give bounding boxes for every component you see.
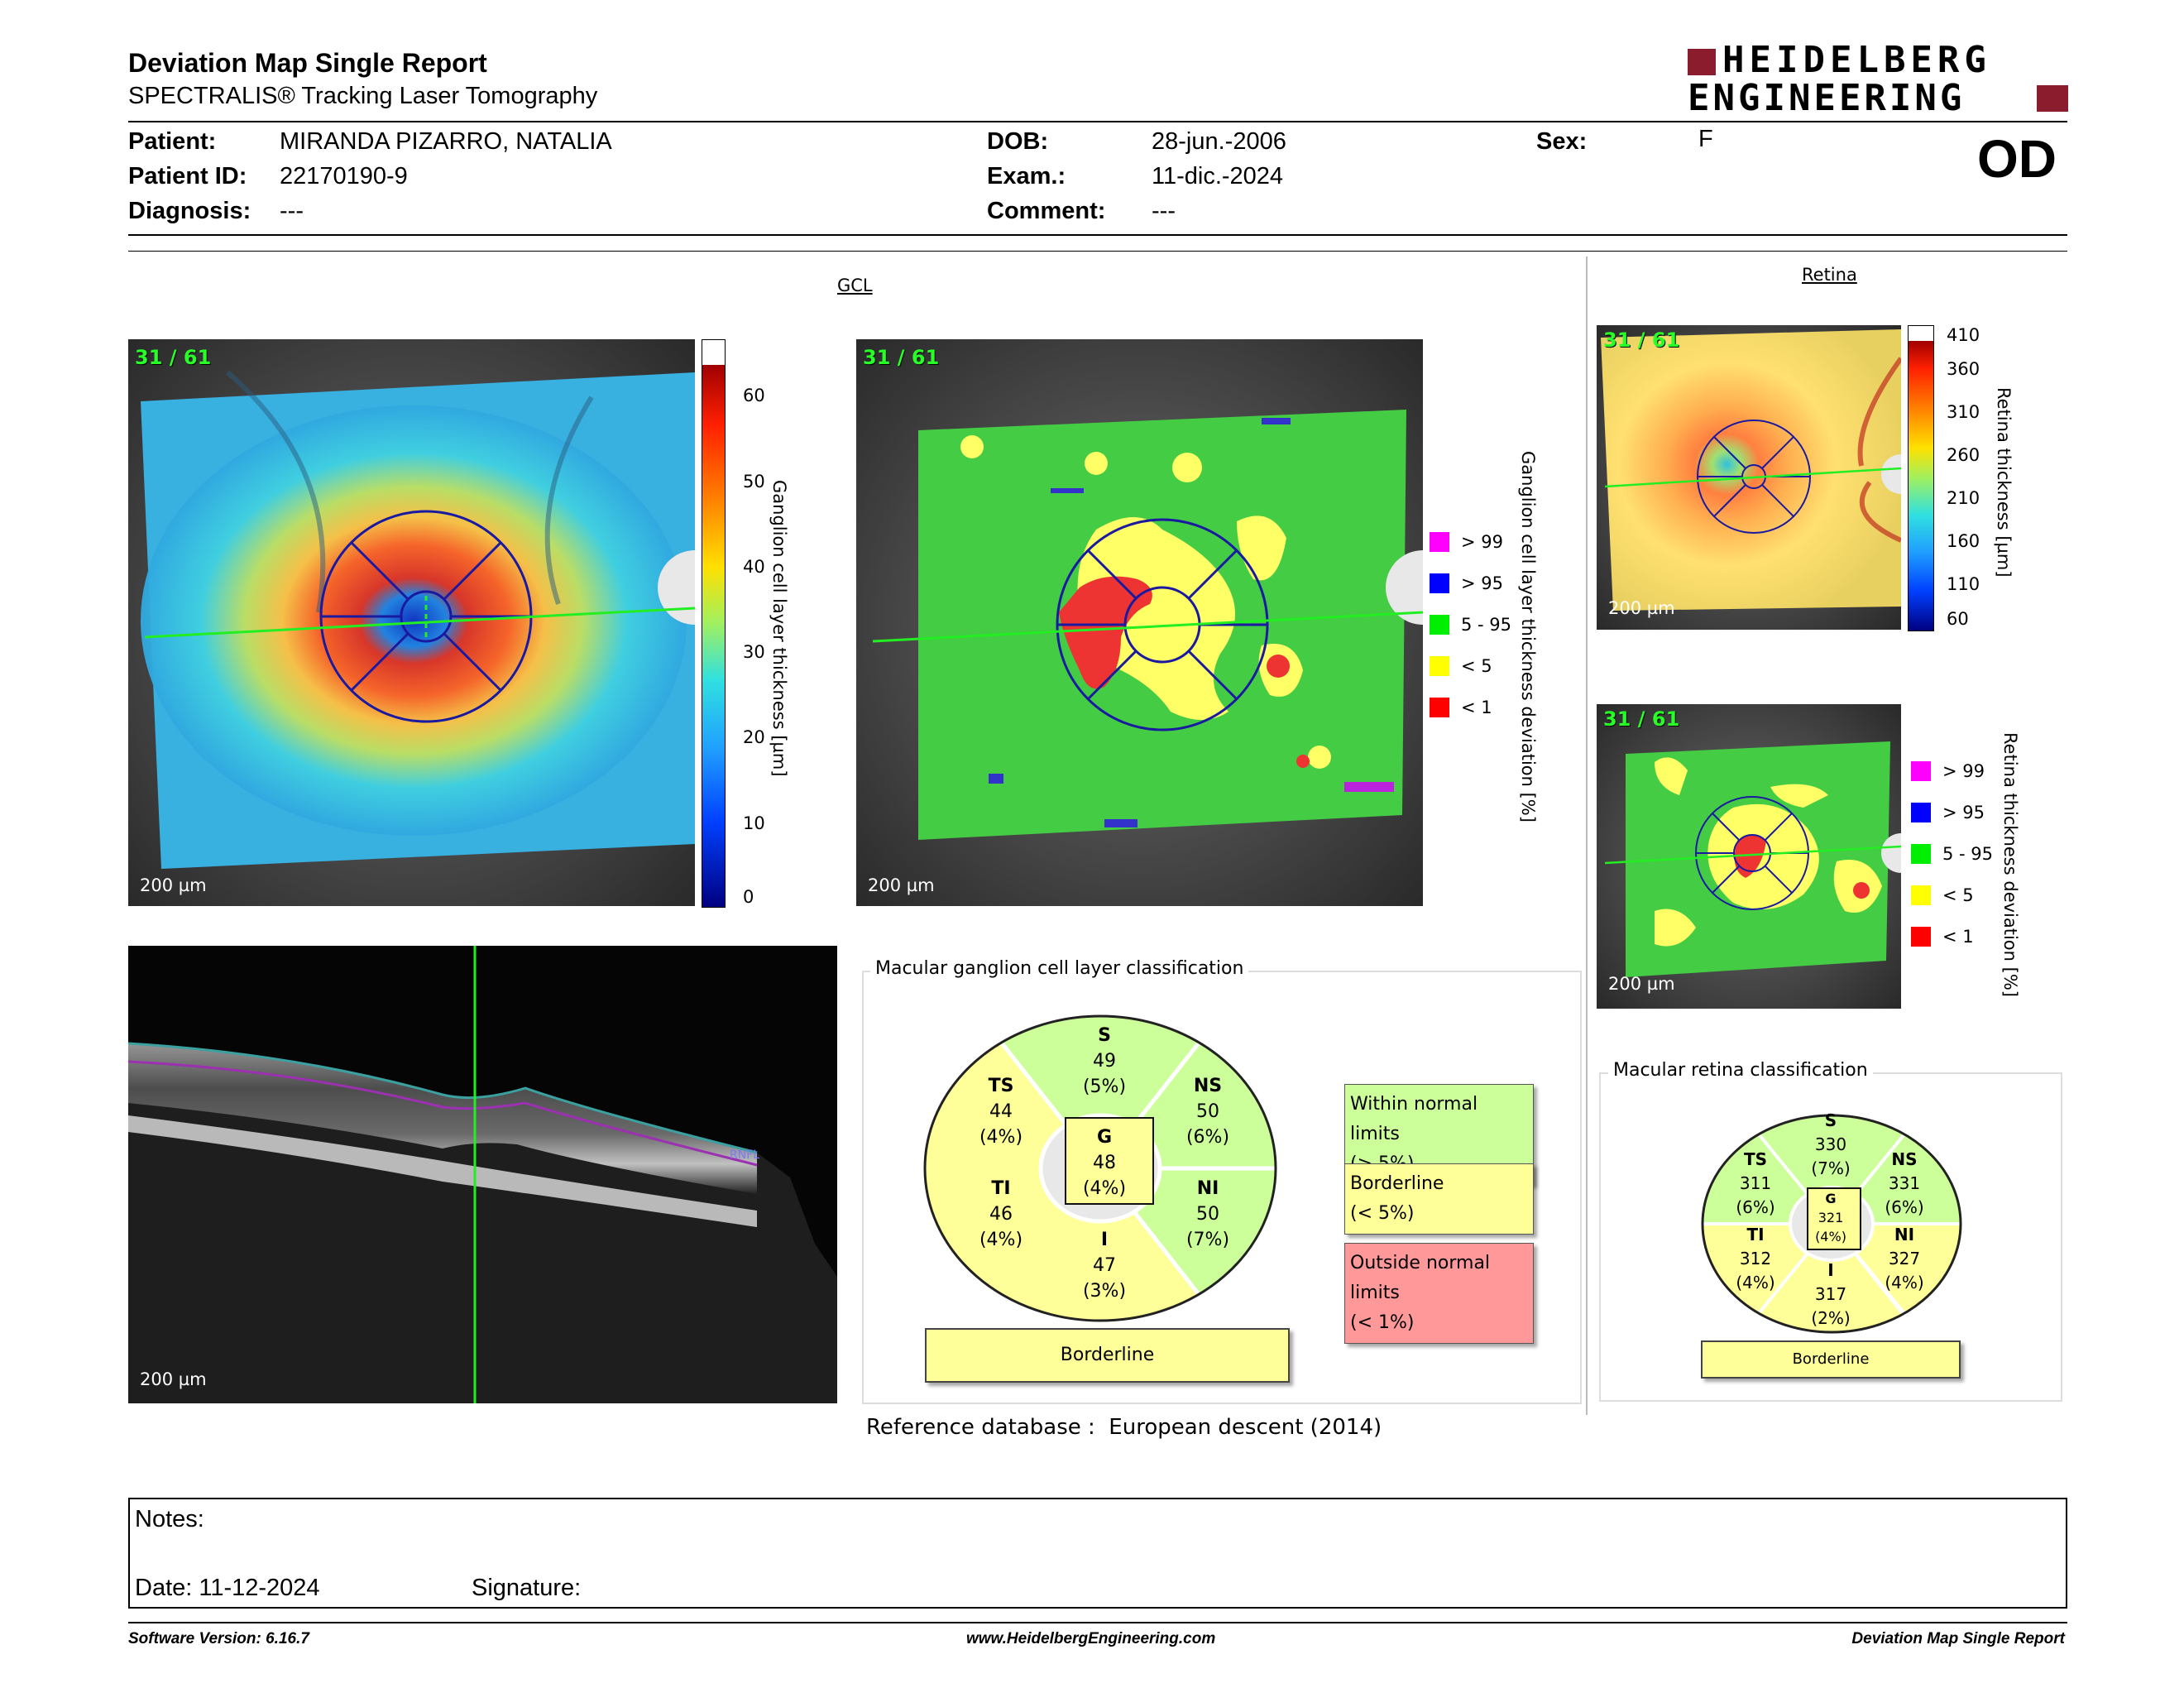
dob-label: DOB:: [987, 128, 1049, 155]
sector-TS: TS 44 (4%): [979, 1076, 1023, 1148]
colorbar-tick: 110: [1947, 574, 1980, 594]
sex-value: F: [1698, 126, 1713, 152]
heidelberg-logo: [1688, 39, 2068, 119]
sector-G: G 48 (4%): [1082, 1127, 1127, 1199]
colorbar-tick: 30: [743, 642, 765, 662]
patient-name: MIRANDA PIZARRO, NATALIA: [280, 128, 612, 155]
sector-NS: NS 50 (6%): [1185, 1076, 1230, 1148]
colorbar-tick: 160: [1947, 531, 1980, 551]
legend-item: > 95: [1430, 573, 1503, 593]
patient-id-label: Patient ID:: [128, 163, 247, 189]
legend-swatch: [1430, 615, 1449, 635]
frame-counter: 31 / 61: [135, 346, 212, 369]
legend-item: > 95: [1911, 803, 1985, 822]
eye-indicator: OD: [1977, 129, 2057, 189]
colorbar-tick: 50: [743, 472, 765, 492]
gcl-section-title: GCL: [837, 276, 873, 295]
key-borderline: Borderline (< 5%): [1344, 1163, 1534, 1235]
scale-bar: 200 µm: [1608, 598, 1675, 618]
oct-bscan: [128, 946, 837, 1403]
scale-bar: 200 µm: [868, 875, 935, 895]
legend-item: < 5: [1911, 885, 1974, 905]
sector-I: I 47 (3%): [1082, 1230, 1127, 1302]
layer-tag: RNFL: [730, 1149, 760, 1162]
exam-value: 11-dic.-2024: [1152, 163, 1284, 189]
comment-label: Comment:: [987, 198, 1106, 224]
signature-label: Signature:: [472, 1575, 582, 1601]
website-link[interactable]: www.HeidelbergEngineering.com: [966, 1630, 1216, 1647]
scale-bar: 200 µm: [140, 875, 207, 895]
report-name: Deviation Map Single Report: [1851, 1630, 2065, 1647]
sector-TS: TS 311 (6%): [1736, 1149, 1775, 1217]
gcl-colorbar: [702, 339, 726, 908]
patient-id: 22170190-9: [280, 163, 408, 189]
reference-database: Reference database : European descent (2014): [866, 1415, 1382, 1440]
retina-colorbar: [1908, 325, 1934, 631]
logo-line1: HEIDELBERG: [1722, 39, 1991, 81]
scale-bar: 200 µm: [1608, 974, 1675, 994]
legend-swatch: [1911, 844, 1931, 864]
date-label: Date: 11-12-2024: [135, 1575, 320, 1601]
gcl-deviation-map: [856, 339, 1423, 906]
legend-swatch: [1430, 698, 1449, 717]
diagnosis-label: Diagnosis:: [128, 198, 251, 224]
sector-S: S 49 (5%): [1082, 1025, 1127, 1097]
legend-swatch: [1911, 885, 1931, 905]
report-title: Deviation Map Single Report: [128, 48, 487, 78]
colorbar-tick: 60: [1947, 609, 1969, 629]
legend-item: < 1: [1911, 927, 1974, 947]
legend-swatch: [1430, 532, 1449, 552]
retina-verdict-box: Borderline: [1701, 1340, 1961, 1379]
scale-bar: 200 µm: [140, 1369, 207, 1389]
notes-label: Notes:: [135, 1506, 204, 1532]
sector-TI: TI 312 (4%): [1736, 1225, 1775, 1292]
colorbar-tick: 0: [743, 887, 754, 907]
frame-counter: 31 / 61: [863, 346, 940, 369]
frame-counter: 31 / 61: [1603, 707, 1680, 731]
patient-label: Patient:: [128, 128, 217, 155]
colorbar-tick: 210: [1947, 488, 1980, 508]
retina-thickness-map: [1597, 325, 1901, 630]
colorbar-tick: 310: [1947, 402, 1980, 422]
colorbar-tick: 40: [743, 557, 765, 577]
key-within-normal: Within normal limits: [1344, 1084, 1534, 1185]
legend-item: 5 - 95: [1430, 615, 1511, 635]
legend-swatch: [1430, 573, 1449, 593]
sector-TI: TI 46 (4%): [979, 1178, 1023, 1250]
colorbar-tick: 360: [1947, 359, 1980, 379]
colorbar-tick: 410: [1947, 325, 1980, 345]
colorbar-label: Retina thickness [µm]: [1994, 387, 2014, 578]
legend-swatch: [1911, 927, 1931, 947]
exam-label: Exam.:: [987, 163, 1066, 189]
colorbar-tick: 10: [743, 813, 765, 833]
colorbar-tick: 20: [743, 727, 765, 747]
report-subtitle: SPECTRALIS® Tracking Laser Tomography: [128, 83, 598, 109]
legend-item: < 1: [1430, 698, 1492, 717]
frame-counter: 31 / 61: [1603, 328, 1680, 352]
legend-swatch: [1911, 761, 1931, 781]
retina-classification-title: Macular retina classification: [1608, 1060, 1873, 1081]
gcl-classification-title: Macular ganglion cell layer classification: [870, 958, 1248, 979]
colorbar-label: Ganglion cell layer thickness [µm]: [769, 480, 789, 777]
deviation-axis-label: Ganglion cell layer thickness deviation [%]: [1518, 451, 1538, 822]
colorbar-tick: 60: [743, 386, 765, 405]
colorbar-tick: 260: [1947, 445, 1980, 465]
legend-swatch: [1430, 656, 1449, 676]
key-outside-normal: Outside normal limits (< 1%): [1344, 1243, 1534, 1344]
legend-item: > 99: [1430, 532, 1503, 552]
sector-S: S 330 (7%): [1811, 1110, 1851, 1178]
sector-NI: NI 50 (7%): [1185, 1178, 1230, 1250]
gcl-verdict-box: Borderline: [925, 1328, 1290, 1383]
sector-I: I 317 (2%): [1811, 1260, 1851, 1328]
retina-section-title: Retina: [1802, 265, 1857, 285]
sector-NI: NI 327 (4%): [1885, 1225, 1924, 1292]
deviation-axis-label: Retina thickness deviation [%]: [2000, 732, 2020, 997]
sector-G: G 321 (4%): [1815, 1191, 1846, 1244]
dob-value: 28-jun.-2006: [1152, 128, 1286, 155]
legend-swatch: [1911, 803, 1931, 822]
retina-deviation-map: [1597, 704, 1901, 1009]
comment-value: ---: [1152, 198, 1176, 224]
legend-item: < 5: [1430, 656, 1492, 676]
sex-label: Sex:: [1536, 128, 1588, 155]
notes-box[interactable]: [128, 1498, 2067, 1609]
gcl-thickness-map: [128, 339, 695, 906]
legend-item: 5 - 95: [1911, 844, 1993, 864]
diagnosis-value: ---: [280, 198, 304, 224]
legend-item: > 99: [1911, 761, 1985, 781]
logo-line2: ENGINEERING: [1688, 77, 1966, 119]
software-version: Software Version: 6.16.7: [128, 1630, 309, 1647]
sector-NS: NS 331 (6%): [1885, 1149, 1924, 1217]
